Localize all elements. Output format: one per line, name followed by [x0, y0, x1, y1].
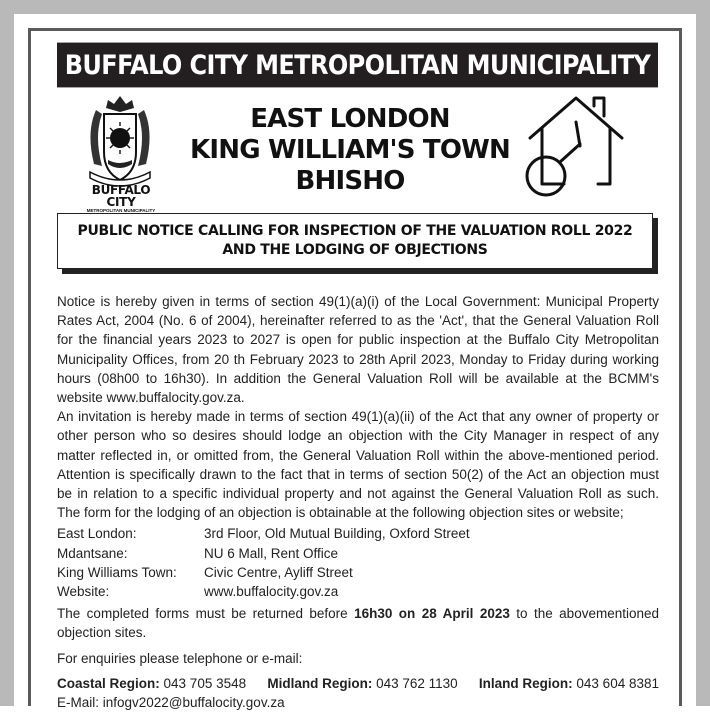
contact-label: Coastal Region: — [57, 675, 160, 691]
site-value: NU 6 Mall, Rent Office — [204, 545, 339, 561]
city-names — [190, 104, 510, 197]
logo-subtitle: METROPOLITAN MUNICIPALITY — [86, 208, 156, 213]
city-bhisho: BHISHO — [295, 166, 405, 196]
contact-email[interactable]: E-Mail: infogv2022@buffalocity.gov.za — [57, 695, 285, 711]
site-label: Website: — [57, 584, 110, 600]
notice-body — [57, 292, 659, 712]
house-magnifier-icon — [520, 92, 630, 202]
notice-title-line-1: PUBLIC NOTICE CALLING FOR INSPECTION OF THE VALUATION ROLL 2022 — [77, 223, 633, 239]
site-label: Mdantsane: — [57, 545, 128, 561]
return-suffix: to the abovementioned objection sites. — [57, 606, 659, 641]
notice-title-line-2: AND THE LODGING OF OBJECTIONS — [222, 242, 488, 258]
site-row — [57, 544, 659, 563]
site-label: East London: — [57, 526, 137, 542]
contact-phone: 043 604 8381 — [576, 675, 659, 691]
site-label: King Williams Town: — [57, 564, 177, 580]
contact-inland — [479, 674, 659, 693]
contact-label: Inland Region: — [478, 675, 573, 691]
contact-phone: 043 705 3548 — [163, 675, 247, 691]
paragraph-inspection: Notice is hereby given in terms of section 49(1)(a)(i) of the Local Government: Municipal Property Rates Act, 2004 (No. 6 of 2004), hereinafter referred to as the 'Act', that the General Valuation Roll for the financial years 2023 to 2027 is open for public inspection at the Buffalo City Metropolitan Municipality Offices, from 20 th February 2023 to 28th April 2023, Monday to Friday during working hours (08h00 to 16h30). In addition the General Valuation Roll will be available at the BCMM's website www.buffalocity.gov.za. — [57, 294, 659, 406]
site-row — [57, 563, 659, 582]
return-deadline: 16h30 on 28 April 2023 — [354, 606, 510, 622]
site-website-link[interactable]: www.buffalocity.gov.za — [204, 584, 339, 600]
site-value: Civic Centre, Ayliff Street — [204, 564, 353, 580]
logo-caption — [80, 184, 162, 214]
logo-name: BUFFALO CITY — [91, 183, 151, 209]
site-row — [57, 582, 659, 601]
site-row — [57, 524, 659, 543]
contact-midland — [267, 674, 457, 693]
contact-numbers — [57, 674, 659, 693]
objection-sites-list — [57, 524, 659, 601]
city-east-london: EAST LONDON — [250, 104, 450, 134]
return-prefix: The completed forms must be returned before — [57, 606, 355, 622]
site-value: 3rd Floor, Old Mutual Building, Oxford Street — [204, 526, 470, 542]
contact-coastal — [57, 674, 246, 693]
enquiries-text: For enquiries please telephone or e-mail: — [57, 650, 303, 666]
return-instructions — [57, 604, 659, 642]
contact-label: Midland Region: — [267, 675, 373, 691]
city-king-williams-town: KING WILLIAM'S TOWN — [190, 135, 510, 165]
contact-phone: 043 762 1130 — [376, 675, 458, 691]
notice-title-box — [57, 213, 653, 269]
paragraph-objections: An invitation is hereby made in terms of section 49(1)(a)(ii) of the Act that any owner of property or other person who so desires should lodge an objection with the City Manager in respect of any matter reflected in, or omitted from, the General Valuation Roll within the above-mentioned period. Attention is specifically drawn to the fact that in terms of section 50(2) of the Act an objection must be in relation to a specific individual property and not against the General Valuation Roll as such. The form for the lodging of an objection is obtainable at the following objection sites or website; — [57, 409, 659, 521]
municipality-banner: BUFFALO CITY METROPOLITAN MUNICIPALITY — [57, 43, 658, 88]
